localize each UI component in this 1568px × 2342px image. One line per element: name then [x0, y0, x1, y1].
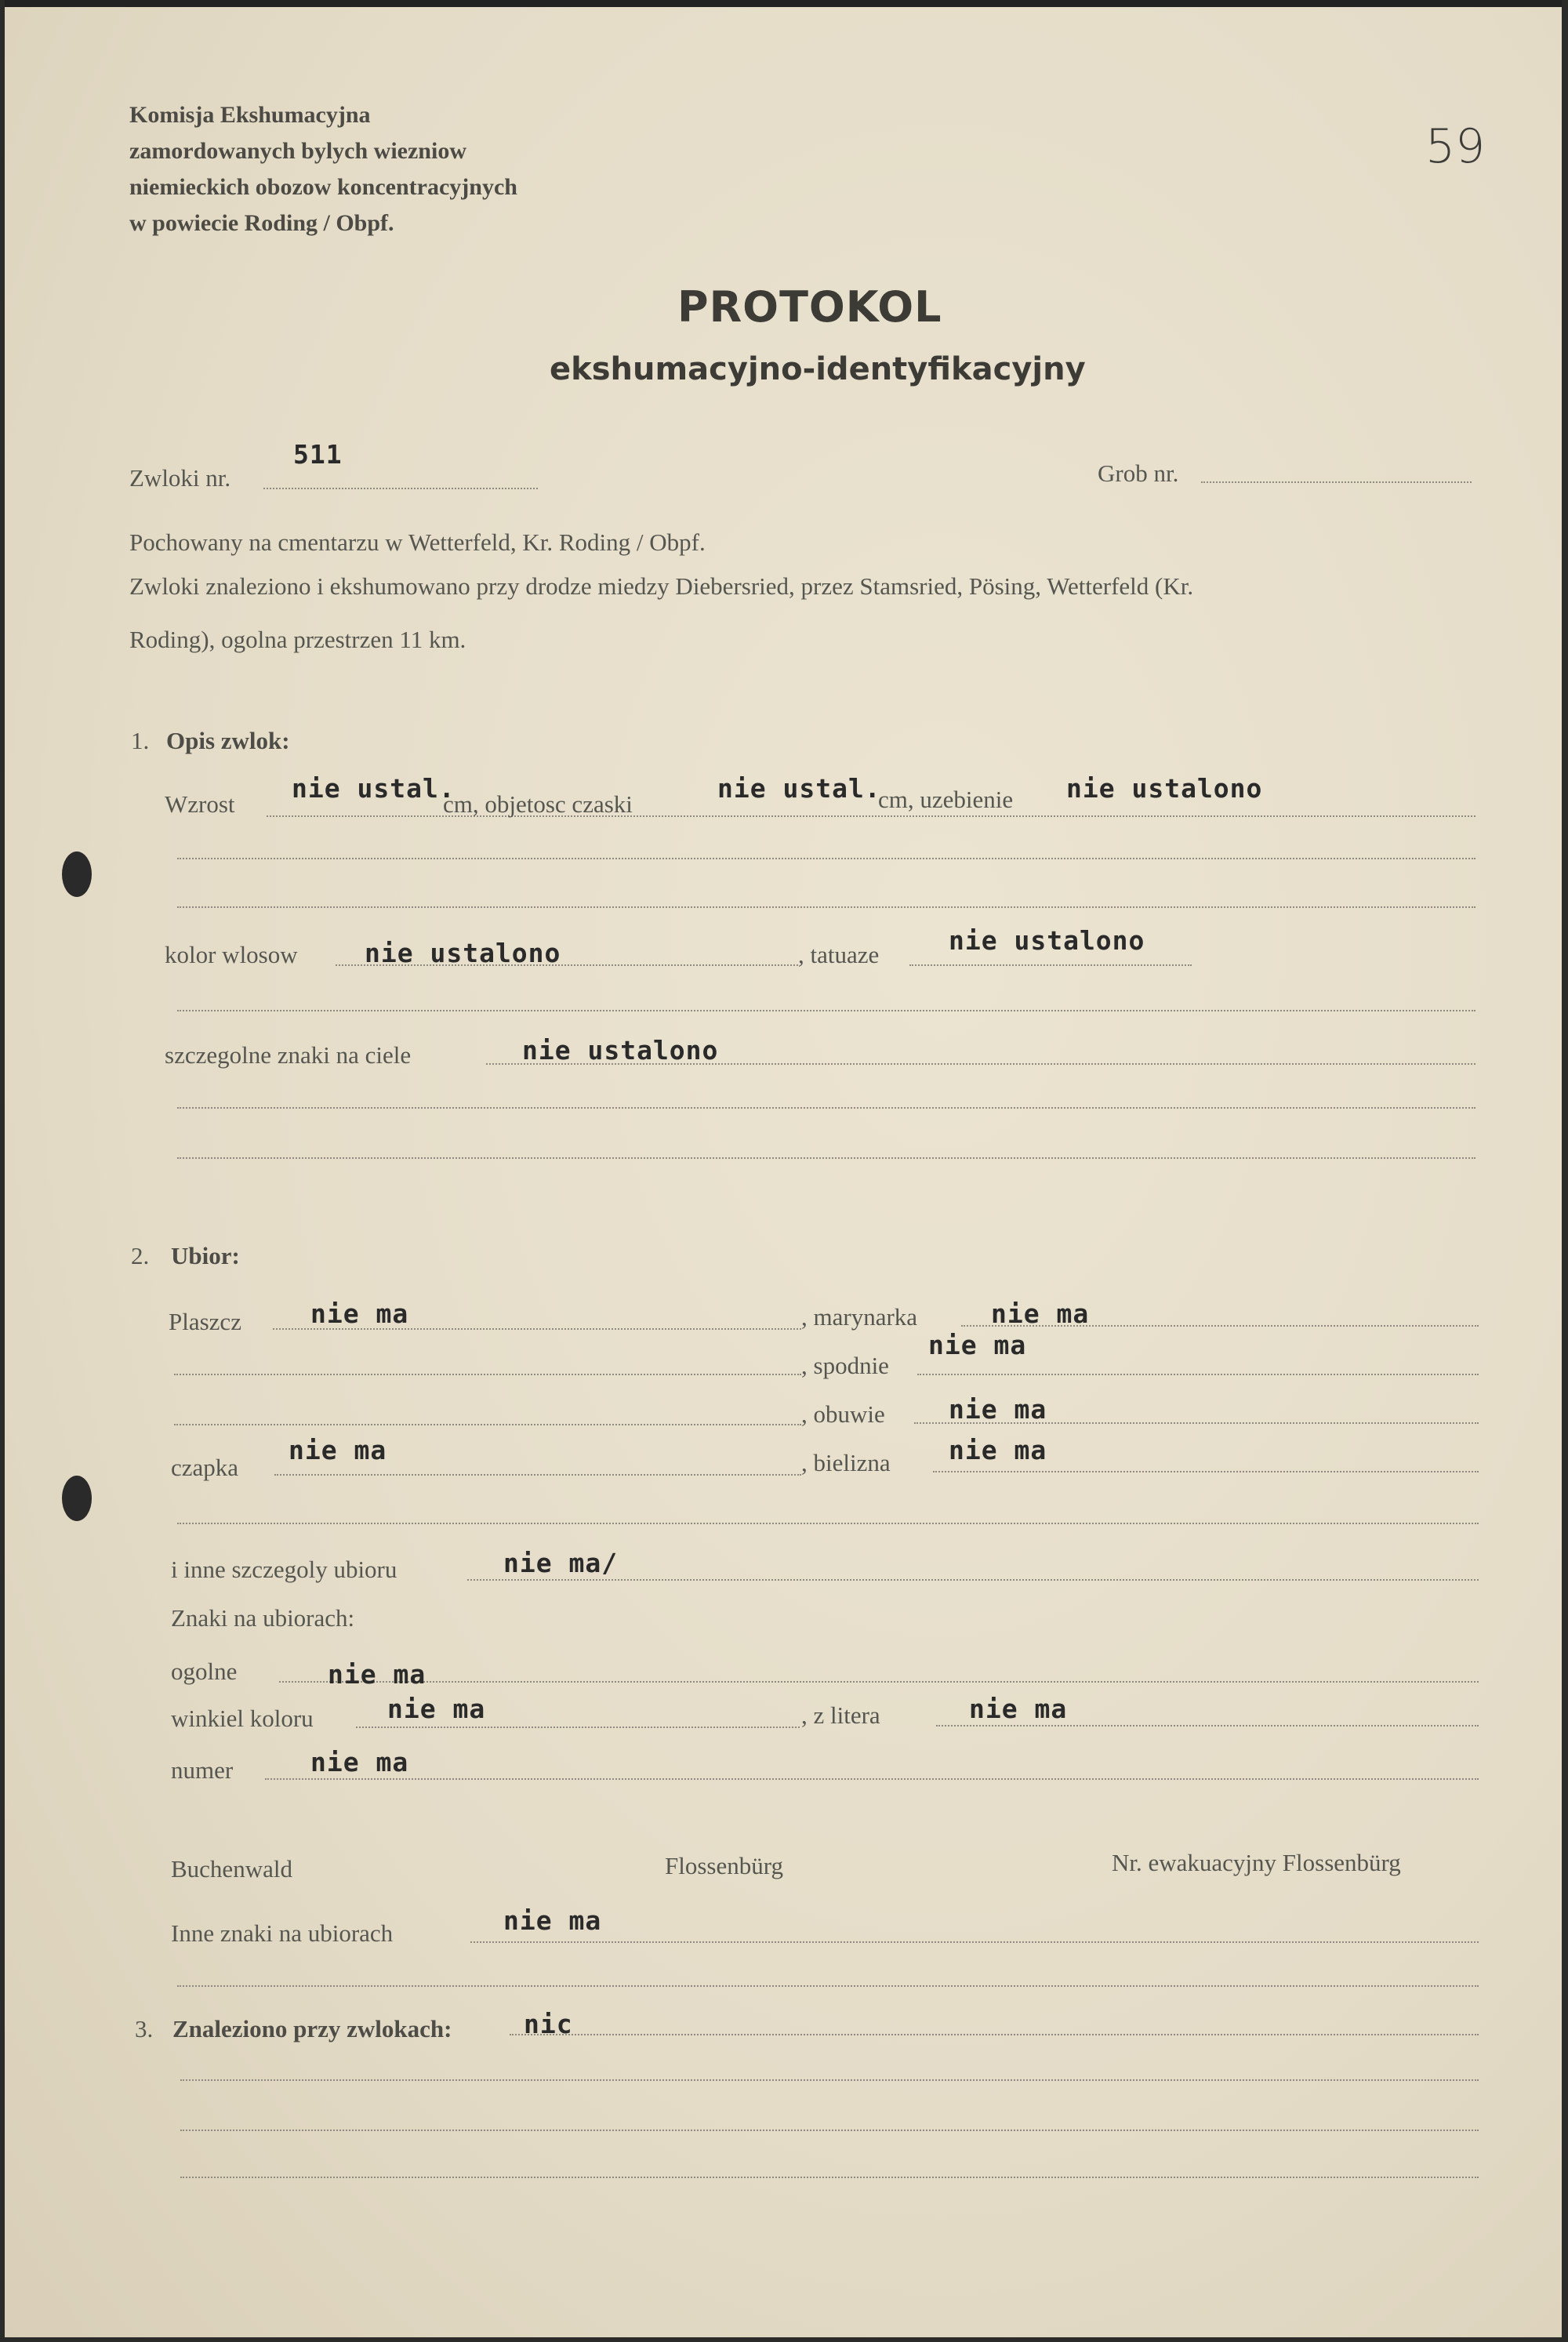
blank-line	[180, 2079, 1479, 2081]
zwloki-line	[263, 488, 538, 489]
blank-line	[177, 858, 1475, 859]
inne-szczegoly-label: i inne szczegoly ubioru	[171, 1556, 397, 1583]
numer-line	[265, 1778, 1479, 1780]
ogolne-value: nie ma	[328, 1659, 426, 1690]
marynarka-value: nie ma	[991, 1298, 1090, 1329]
header-line-2: zamordowanych bylych wiezniow	[129, 138, 466, 164]
blank-line	[180, 2130, 1479, 2131]
blank-line	[174, 1424, 801, 1425]
czaszka-label: cm, objetosc czaski	[443, 790, 633, 818]
szczegolne-znaki-value: nie ustalono	[522, 1035, 719, 1066]
plaszcz-value: nie ma	[310, 1298, 409, 1329]
ogolne-label: ogolne	[171, 1658, 238, 1685]
header-line-1: Komisja Ekshumacyjna	[129, 102, 371, 128]
punch-hole	[62, 1476, 92, 1521]
blank-line	[177, 1157, 1475, 1159]
winkiel-value: nie ma	[387, 1694, 486, 1724]
blank-line	[177, 1010, 1475, 1011]
litera-label: , z litera	[801, 1701, 880, 1729]
zwloki-value: 511	[293, 439, 343, 470]
obuwie-value: nie ma	[949, 1394, 1047, 1425]
blank-line	[177, 1523, 1479, 1524]
inne-znaki-value: nie ma	[503, 1905, 602, 1936]
inne-szczegoly-value: nie ma/	[503, 1548, 619, 1578]
scan-bottom-border	[0, 2337, 1568, 2342]
blank-line	[177, 1107, 1475, 1109]
czaszka-value: nie ustal.	[717, 773, 881, 804]
section-3-heading: Znaleziono przy zwlokach:	[172, 2015, 452, 2042]
inne-szczegoly-line	[467, 1579, 1479, 1581]
tatuaze-label: , tatuaze	[798, 941, 880, 968]
obuwie-label: , obuwie	[801, 1400, 885, 1428]
scan-right-border	[1562, 0, 1568, 2342]
section-2-number: 2.	[131, 1242, 150, 1269]
ogolne-line	[279, 1681, 1479, 1683]
grob-line	[1201, 481, 1472, 483]
winkiel-line	[356, 1727, 800, 1728]
bielizna-line	[933, 1471, 1479, 1472]
kolor-wlosow-label: kolor wlosow	[165, 941, 298, 968]
section-1-number: 1.	[131, 727, 150, 754]
buchenwald-label: Buchenwald	[171, 1855, 292, 1883]
czapka-value: nie ma	[289, 1435, 387, 1465]
blank-line	[174, 1374, 801, 1375]
znaki-na-ubiorach-heading: Znaki na ubiorach:	[171, 1604, 355, 1632]
kolor-wlosow-value: nie ustalono	[365, 938, 561, 968]
punch-hole	[62, 851, 92, 897]
page-number: 59	[1425, 119, 1486, 174]
bielizna-value: nie ma	[949, 1435, 1047, 1465]
nr-ewakuacyjny-label: Nr. ewakuacyjny Flossenbürg	[1112, 1849, 1401, 1876]
znaleziono-value: nic	[524, 2009, 573, 2039]
czapka-line	[274, 1474, 801, 1476]
winkiel-label: winkiel koloru	[171, 1705, 314, 1732]
litera-value: nie ma	[969, 1694, 1068, 1724]
section-3-number: 3.	[135, 2015, 154, 2042]
flossenburg-label: Flossenbürg	[665, 1852, 784, 1879]
uzebienie-value: nie ustalono	[1066, 773, 1263, 804]
page-subtitle: ekshumacyjno-identyfikacyjny	[550, 351, 1086, 387]
scan-top-border	[0, 0, 1568, 7]
scan-left-border	[0, 0, 5, 2342]
litera-line	[936, 1725, 1479, 1727]
intro-line-2: Zwloki znaleziono i ekshumowano przy drodze miedzy Diebersried, przez Stamsried, Pösing, Wetterfeld (Kr.	[129, 572, 1194, 600]
spodnie-value: nie ma	[928, 1330, 1027, 1360]
grob-label: Grob nr.	[1098, 459, 1179, 487]
blank-line	[180, 2177, 1479, 2178]
spodnie-label: , spodnie	[801, 1352, 889, 1379]
inne-znaki-line	[470, 1941, 1479, 1943]
section-2-heading: Ubior:	[171, 1242, 240, 1269]
intro-line-1: Pochowany na cmentarzu w Wetterfeld, Kr. Roding / Obpf.	[129, 528, 706, 556]
plaszcz-label: Plaszcz	[169, 1308, 241, 1335]
czapka-label: czapka	[171, 1454, 239, 1481]
znaleziono-line	[510, 2034, 1479, 2035]
intro-line-3: Roding), ogolna przestrzen 11 km.	[129, 626, 466, 653]
spodnie-line	[917, 1374, 1479, 1375]
zwloki-label: Zwloki nr.	[129, 464, 231, 492]
blank-line	[177, 906, 1475, 908]
szczegolne-znaki-label: szczegolne znaki na ciele	[165, 1041, 412, 1069]
header-line-4: w powiecie Roding / Obpf.	[129, 210, 394, 236]
wzrost-value: nie ustal.	[292, 773, 456, 804]
numer-value: nie ma	[310, 1747, 409, 1777]
bielizna-label: , bielizna	[801, 1449, 891, 1476]
blank-line	[177, 1985, 1479, 1987]
marynarka-label: , marynarka	[801, 1303, 918, 1331]
numer-label: numer	[171, 1756, 234, 1784]
tatuaze-value: nie ustalono	[949, 925, 1145, 956]
header-line-3: niemieckich obozow koncentracyjnych	[129, 174, 517, 200]
uzebienie-label: cm, uzebienie	[878, 786, 1014, 813]
wzrost-label: Wzrost	[165, 790, 235, 818]
section-1-heading: Opis zwlok:	[166, 727, 290, 754]
inne-znaki-label: Inne znaki na ubiorach	[171, 1919, 394, 1947]
page-title: PROTOKOL	[677, 282, 942, 332]
tatuaze-line	[909, 964, 1192, 966]
